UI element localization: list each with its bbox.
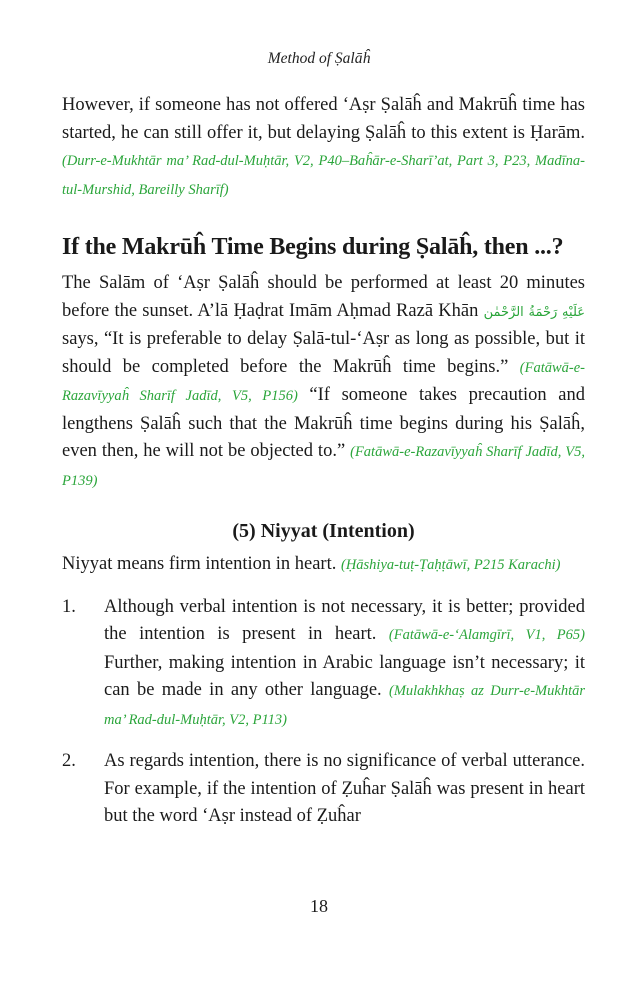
list-item-text: As regards intention, there is no significance of verbal utterance. For example, if the intention of Ẓuĥar Ṣalāĥ was present in heart but the word ‘Aṣr instead of Ẓuĥar [104,751,585,826]
intro-text: However, if someone has not offered ‘Aṣr Ṣalāĥ and Makrūĥ time has started, he can still offer it, but delaying Ṣalāĥ to this extent is Ḥarām. [62,95,585,143]
list-item-number: 1. [62,596,76,617]
honorific-arabic: عَلَيْهِ رَحْمَةُ الرَّحْمٰن [483,304,585,320]
heading-makruh-time: If the Makrūĥ Time Begins during Ṣalāĥ, then ...? [62,234,564,260]
list-item-text: Although verbal intention is not necessary, it is better; provided the intention is present in heart. [104,596,585,644]
niyyat-paragraph [62,551,585,580]
list-item-text: Further, making intention in Arabic language isn’t necessary; it can be made in any other language. [104,652,585,700]
niyyat-points-list [62,594,585,831]
list-item-reference: (Mulakhkhaṣ az Durr-e-Mukhtār ma’ Rad-dul-Muḥtār, V2, P113) [104,683,585,728]
running-head: Method of Ṣalāĥ [267,50,371,67]
page-number: 18 [310,896,328,916]
makruh-reference-2: (Fatāwā-e-Razavīyyaĥ Sharīf Jadīd, V5, P139) [62,444,585,489]
list-item-reference: (Fatāwā-e-‘Alamgīrī, V1, P65) [388,627,585,643]
makruh-text-3: “If someone takes precaution and lengthens Ṣalāĥ such that the Makrūĥ time begins during his Ṣalāĥ, even then, he will not be objected to.” [62,385,586,461]
niyyat-text: Niyyat means firm intention in heart. [62,554,337,574]
makruh-paragraph [62,270,585,495]
niyyat-reference: (Ḥāshiya-tuṭ-Ṭaḥṭāwī, P215 Karachi) [340,557,561,573]
makruh-text-2: says, “It is preferable to delay Ṣalā-tul-‘Aṣr as long as possible, but it should be completed before the Makrūĥ time begins.” [62,329,585,377]
makruh-reference-1: (Fatāwā-e-Razavīyyaĥ Sharīf Jadīd, V5, P156) [62,359,585,404]
intro-paragraph [62,92,585,204]
list-item [62,594,585,735]
list-item-number: 2. [62,751,76,771]
makruh-text-1: The Salām of ‘Aṣr Ṣalāĥ should be performed at least 20 minutes before the sunset. A’lā Ḥaḍrat Imām Aḥmad Razā Khān [62,273,585,321]
intro-reference: (Durr-e-Mukhtār ma’ Rad-dul-Muḥtār, V2, P40–Baĥār-e-Sharī’at, Part 3, P23, Madīna-tul-Murshid, Bareilly Sharīf) [62,153,585,198]
page-content [62,92,585,845]
list-item [62,748,585,831]
heading-niyyat: (5) Niyyat (Intention) [232,520,415,542]
